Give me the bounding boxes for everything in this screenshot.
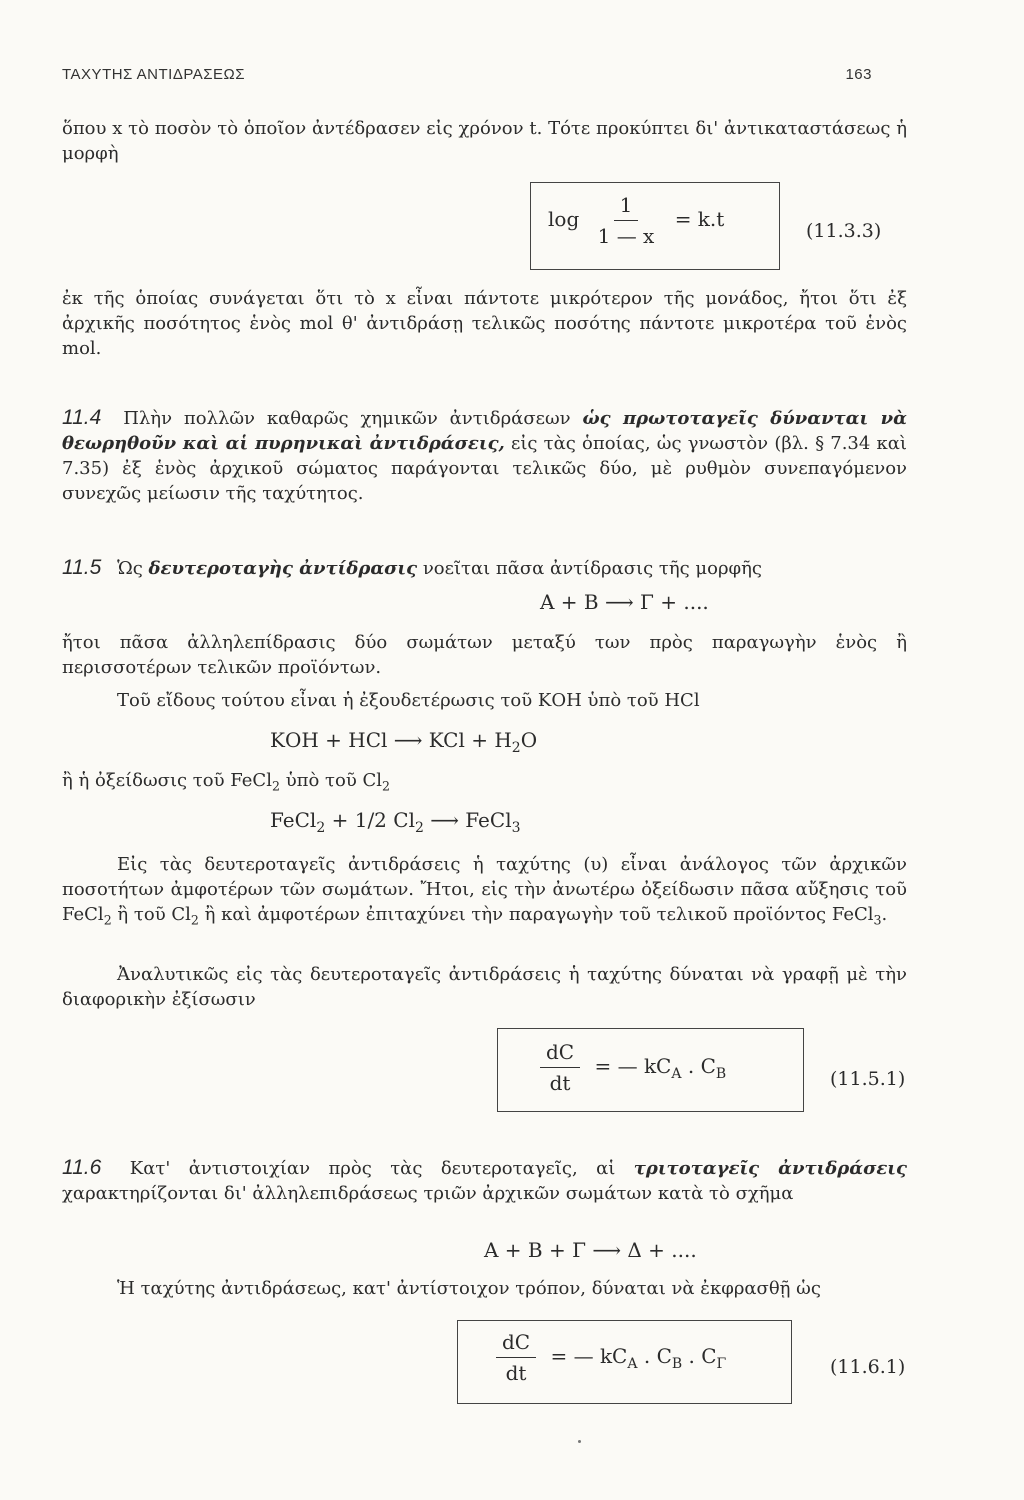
numerator: dC xyxy=(496,1330,536,1358)
text: εἰς τὰς ὁποίας, ὡς γνωστὸν (βλ. § 7.34 καὶ 7.35) ἐξ ἑνὸς ἀρχικοῦ σώματος παράγονται τελικῶς δύο, μὲ ρυθμὸν συνεπαγόμενον συνεχῶς μείωσιν τῆς ταχύτητος. xyxy=(62,433,907,504)
subscript: 2 xyxy=(271,778,280,794)
text: Ὡς xyxy=(117,558,143,579)
text: χαρακτηρίζονται δι' ἀλληλεπιδράσεως τριῶν ἀρχικῶν σωμάτων κατὰ τὸ σχῆμα xyxy=(62,1183,794,1204)
reaction-third-order: Α + Β + Γ ⟶ Δ + .... xyxy=(484,1238,697,1262)
section-11-4 xyxy=(62,405,907,506)
text: . C xyxy=(682,1344,717,1368)
denominator: dt xyxy=(549,1071,571,1095)
section-number: 11.6 xyxy=(62,1156,102,1179)
equation-11-6-1 xyxy=(496,1330,726,1385)
text: ⟶ FeCl xyxy=(423,808,512,832)
paragraph-rate-proportional xyxy=(62,852,907,933)
paragraph-intro: ὅπου x τὸ ποσὸν τὸ ὁποῖον ἀντέδρασεν εἰς χρόνον t. Τότε προκύπτει δι' ἀντικαταστάσεως ἡ μορφὴ xyxy=(62,118,907,164)
text: ἢ καὶ ἀμφοτέρων ἐπιταχύνει τὴν παραγωγὴν τοῦ τελικοῦ προϊόντος FeCl xyxy=(198,904,874,925)
subscript: 2 xyxy=(103,912,112,928)
text: ὑπὸ τοῦ Cl xyxy=(279,770,383,791)
paragraph-koh: Τοῦ εἴδους τούτου εἶναι ἡ ἐξουδετέρωσις τοῦ ΚΟΗ ὑπὸ τοῦ HCl xyxy=(117,690,700,711)
text: + 1/2 Cl xyxy=(325,808,415,832)
denominator: dt xyxy=(505,1361,527,1385)
text: ἢ τοῦ Cl xyxy=(111,904,191,925)
text: Εἰς τὰς δευτεροταγεῖς ἀντιδράσεις ἡ ταχύτης (υ) εἶναι ἀνάλογος τῶν ἀρχικῶν ποσοτήτων ἀμφοτέρων τῶν σωμάτων. Ἤτοι, εἰς τὴν ἀνωτέρω ὀξείδωσιν πᾶσα αὔξησις τοῦ FeCl xyxy=(62,854,907,925)
subscript: 3 xyxy=(873,912,882,928)
equation-label-11-3-3: (11.3.3) xyxy=(806,220,882,242)
equation-label-11-5-1: (11.5.1) xyxy=(830,1068,906,1090)
numerator: 1 xyxy=(614,193,639,221)
subscript: 3 xyxy=(511,820,521,836)
equation-11-5-1 xyxy=(540,1040,726,1095)
subscript: 2 xyxy=(190,912,199,928)
section-11-6 xyxy=(62,1155,907,1206)
subscript: 2 xyxy=(316,820,326,836)
fraction xyxy=(592,193,661,248)
page-number: 163 xyxy=(845,66,872,83)
subscript: Γ xyxy=(716,1356,727,1372)
text: ἢ ἡ ὀξείδωσις τοῦ FeCl xyxy=(62,770,272,791)
rhs: = — kC xyxy=(594,1054,672,1078)
paragraph-interaction: ἤτοι πᾶσα ἀλληλεπίδρασις δύο σωμάτων μεταξύ των πρὸς παραγωγὴν ἑνὸς ἢ περισσοτέρων τελικῶν προϊόντων. xyxy=(62,632,907,678)
subscript: 2 xyxy=(382,778,391,794)
text: . C xyxy=(637,1344,672,1368)
text: O xyxy=(520,728,538,752)
paragraph-third-order-rate: Ἡ ταχύτης ἀντιδράσεως, κατ' ἀντίστοιχον τρόπον, δύναται νὰ ἐκφρασθῇ ὡς xyxy=(117,1278,821,1299)
paragraph-fecl2 xyxy=(62,768,907,799)
text: . xyxy=(881,904,888,925)
fraction xyxy=(496,1330,536,1385)
text: Κατ' ἀντιστοιχίαν πρὸς τὰς δευτεροταγεῖς, αἱ xyxy=(129,1158,616,1179)
reaction-second-order: Α + Β ⟶ Γ + .... xyxy=(540,590,709,614)
subscript: B xyxy=(671,1356,683,1372)
equation-fecl2 xyxy=(270,808,521,836)
equation-koh-hcl xyxy=(270,728,537,756)
ink-speck xyxy=(578,1440,581,1443)
equation-11-3-3 xyxy=(548,193,724,248)
subscript: 2 xyxy=(511,740,521,756)
section-number: 11.4 xyxy=(62,406,102,429)
rhs: = — kC xyxy=(550,1344,628,1368)
running-header xyxy=(62,66,872,83)
paragraph-differential: Ἀναλυτικῶς εἰς τὰς δευτεροταγεῖς ἀντιδράσεις ἡ ταχύτης δύναται νὰ γραφῇ μὲ τὴν διαφορικὴν ἐξίσωσιν xyxy=(62,964,907,1010)
text: FeCl xyxy=(270,808,317,832)
subscript: A xyxy=(627,1356,638,1372)
numerator: dC xyxy=(540,1040,580,1068)
subscript: B xyxy=(715,1066,727,1082)
subscript: A xyxy=(671,1066,682,1082)
section-11-5 xyxy=(62,555,907,581)
text: νοεῖται πᾶσα ἀντίδρασις τῆς μορφῆς xyxy=(422,558,763,579)
log-symbol: log xyxy=(548,207,580,231)
denominator: 1 — x xyxy=(597,224,655,248)
emphasis: τριτοταγεῖς ἀντιδράσεις xyxy=(633,1158,907,1179)
fraction xyxy=(540,1040,580,1095)
emphasis: ὡς πρωτοταγεῖς δύνανται νὰ θεωρηθοῦν καὶ αἱ πυρηνικαὶ ἀντιδράσεις, xyxy=(62,408,907,454)
emphasis: δευτεροταγὴς ἀντίδρασις xyxy=(148,558,418,579)
equation-label-11-6-1: (11.6.1) xyxy=(830,1356,906,1378)
subscript: 2 xyxy=(414,820,424,836)
text: . C xyxy=(681,1054,716,1078)
text: ΚΟΗ + HCl ⟶ KCl + H xyxy=(270,728,512,752)
paragraph-mol: ἐκ τῆς ὁποίας συνάγεται ὅτι τὸ x εἶναι πάντοτε μικρότερον τῆς μονάδος, ἤτοι ὅτι ἐξ ἀρχικῆς ποσότητος ἑνὸς mol θ' ἀντιδράσῃ τελικῶς ποσότης πάντοτε μικροτέρα τοῦ ἑνὸς mol. xyxy=(62,288,907,359)
running-title: ΤΑΧΥΤΗΣ ΑΝΤΙΔΡΑΣΕΩΣ xyxy=(62,66,246,83)
section-number: 11.5 xyxy=(62,556,102,579)
rhs: = k.t xyxy=(674,207,725,231)
text: Πλὴν πολλῶν καθαρῶς χημικῶν ἀντιδράσεων xyxy=(123,408,571,429)
